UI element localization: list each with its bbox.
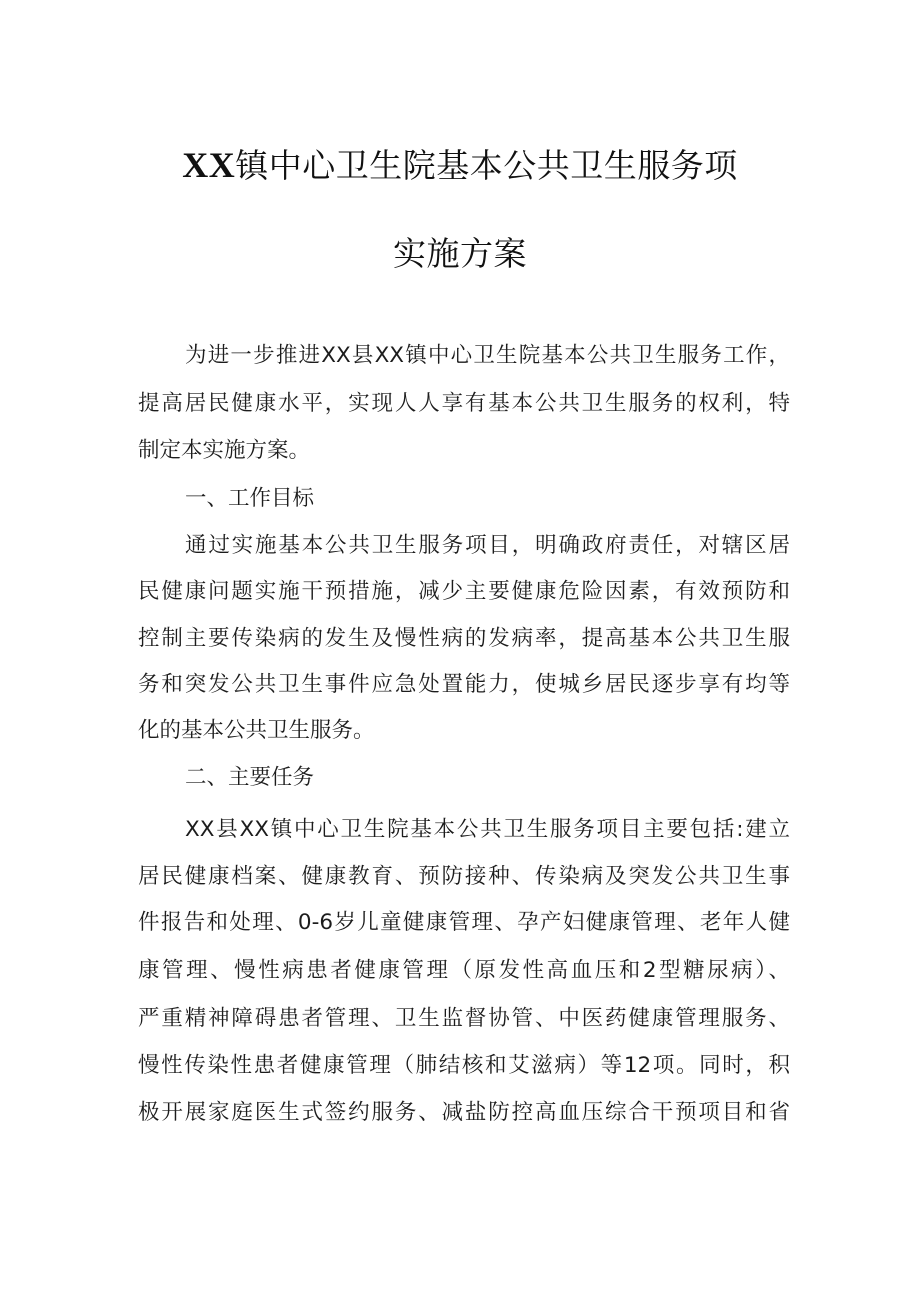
section2-line-4: 康管理、慢性病患者健康管理（原发性高血压和2型糖尿病）、 [138, 958, 790, 983]
title-rest: 镇中心卫生院基本公共卫生服务项 [235, 146, 738, 185]
title-prefix: XX [182, 145, 236, 185]
document-title-line-1 [0, 140, 920, 187]
intro-line-3: 制定本实施方案。 [138, 438, 311, 463]
section2-line-7: 极开展家庭医生式签约服务、减盐防控高血压综合干预项目和省 [138, 1100, 790, 1125]
section1-line-1: 通过实施基本公共卫生服务项目，明确政府责任，对辖区居 [185, 533, 790, 558]
section2-line-5: 严重精神障碍患者管理、卫生监督协管、中医药健康管理服务、 [138, 1006, 790, 1031]
section1-line-4: 务和突发公共卫生事件应急处置能力，使城乡居民逐步享有均等 [138, 672, 790, 697]
section2-line-3: 件报告和处理、0-6岁儿童健康管理、孕产妇健康管理、老年人健 [138, 910, 790, 935]
document-title-line-2: 实施方案 [393, 234, 527, 273]
section1-heading: 一、工作目标 [185, 486, 315, 511]
section1-line-5: 化的基本公共卫生服务。 [138, 718, 375, 743]
section1-line-2: 民健康问题实施干预措施，减少主要健康危险因素，有效预防和 [138, 579, 790, 604]
section2-line-1: XX县XX镇中心卫生院基本公共卫生服务项目主要包括:建立 [185, 817, 790, 842]
intro-line-1: 为进一步推进XX县XX镇中心卫生院基本公共卫生服务工作， [185, 343, 790, 368]
section2-line-6: 慢性传染性患者健康管理（肺结核和艾滋病）等12项。同时，积 [138, 1053, 790, 1078]
section2-heading: 二、主要任务 [185, 765, 315, 790]
intro-line-2: 提高居民健康水平，实现人人享有基本公共卫生服务的权利，特 [138, 391, 790, 416]
section2-line-2: 居民健康档案、健康教育、预防接种、传染病及突发公共卫生事 [138, 864, 790, 889]
section1-line-3: 控制主要传染病的发生及慢性病的发病率，提高基本公共卫生服 [138, 626, 790, 651]
